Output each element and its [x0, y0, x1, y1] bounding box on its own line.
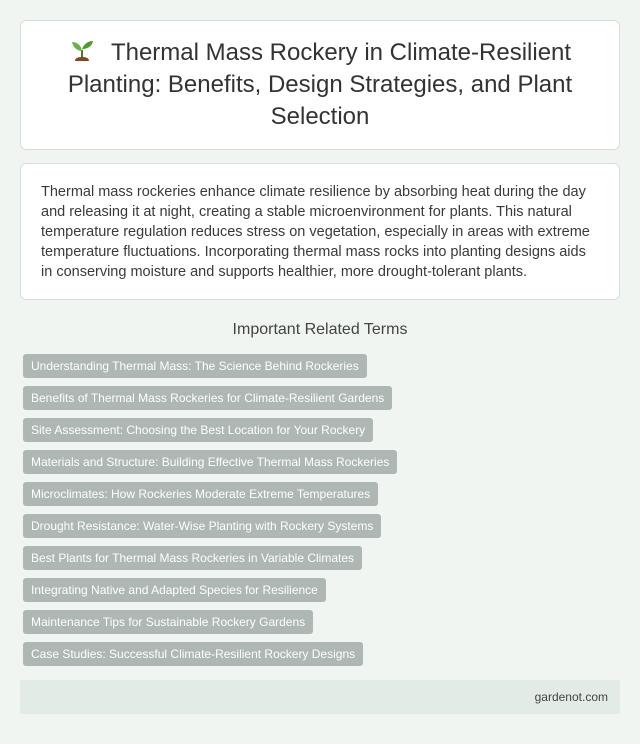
related-term-tag[interactable]: Best Plants for Thermal Mass Rockeries in Variable Climates: [23, 546, 362, 570]
related-term-tag[interactable]: Integrating Native and Adapted Species for Resilience: [23, 578, 326, 602]
related-term-tag[interactable]: Understanding Thermal Mass: The Science Behind Rockeries: [23, 354, 367, 378]
sprout-icon: [69, 39, 95, 63]
related-term-tag[interactable]: Microclimates: How Rockeries Moderate Extreme Temperatures: [23, 482, 378, 506]
related-term-item: [23, 386, 397, 410]
intro-paragraph: Thermal mass rockeries enhance climate resilience by absorbing heat during the day and releasing it at night, creating a stable microenvironment for plants. This natural temperature regulation reduces stress on vegetation, especially in areas with extreme temperature fluctuations. Incorporating thermal mass rocks into planting designs aids in conserving moisture and supports healthier, more drought-tolerant plants.: [41, 184, 590, 280]
related-term-item: [23, 546, 397, 570]
related-term-item: [23, 450, 397, 474]
related-term-tag[interactable]: Case Studies: Successful Climate-Resilient Rockery Designs: [23, 642, 363, 666]
related-term-item: [23, 482, 397, 506]
related-term-tag[interactable]: Maintenance Tips for Sustainable Rockery Gardens: [23, 610, 313, 634]
related-term-item: [23, 418, 397, 442]
page-title-text: Thermal Mass Rockery in Climate-Resilient Planting: Benefits, Design Strategies, and Plant Selection: [67, 39, 573, 130]
title-card: [20, 20, 620, 150]
related-term-item: [23, 642, 397, 666]
related-term-tag[interactable]: Materials and Structure: Building Effective Thermal Mass Rockeries: [23, 450, 397, 474]
page-title: [51, 37, 589, 133]
related-term-item: [23, 354, 397, 378]
footer-bar: [20, 680, 620, 714]
related-term-item: [23, 514, 397, 538]
related-terms-heading: Important Related Terms: [232, 321, 408, 338]
footer-site-name: gardenot.com: [534, 690, 608, 704]
related-term-item: [23, 610, 397, 634]
related-term-tag[interactable]: Drought Resistance: Water-Wise Planting with Rockery Systems: [23, 514, 381, 538]
related-term-tag[interactable]: Benefits of Thermal Mass Rockeries for Climate-Resilient Gardens: [23, 386, 392, 410]
related-term-tag[interactable]: Site Assessment: Choosing the Best Location for Your Rockery: [23, 418, 373, 442]
related-terms-list: [23, 354, 397, 674]
related-term-item: [23, 578, 397, 602]
intro-card: [20, 163, 620, 300]
